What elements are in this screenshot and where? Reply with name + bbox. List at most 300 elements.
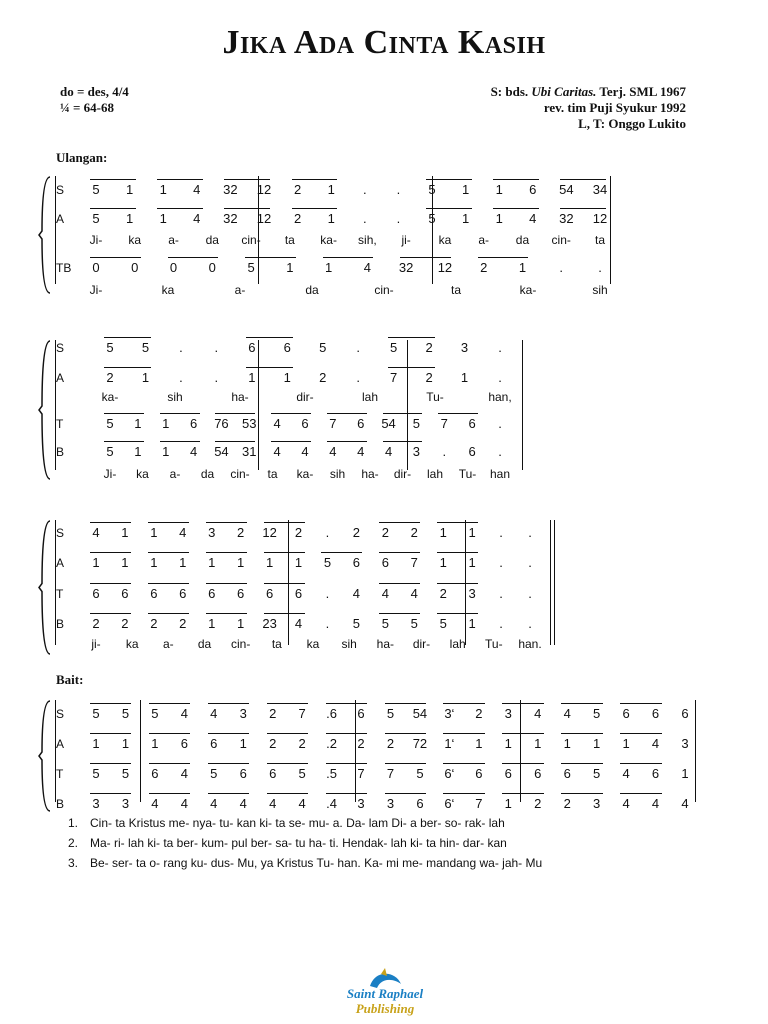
lyric-syllable: lah xyxy=(449,637,466,651)
note-beam xyxy=(264,583,305,584)
note-beam xyxy=(246,367,293,368)
note-beam xyxy=(149,793,190,794)
verse-number: 1. xyxy=(68,816,79,830)
verse-line: Be- ser- ta o- rang ku- dus- Mu, ya Kristus Tu- han. Ka- mi me- mandang wa- jah- Mu xyxy=(90,856,543,870)
note: 7 xyxy=(440,416,448,431)
note: 32 xyxy=(223,182,238,197)
note-beam xyxy=(90,208,136,209)
note: 1 xyxy=(134,416,142,431)
note: . xyxy=(498,416,502,431)
note: . xyxy=(356,340,360,355)
barline xyxy=(610,176,611,284)
verse-number: 2. xyxy=(68,836,79,850)
note: 1 xyxy=(324,260,333,275)
note: . xyxy=(396,211,401,226)
note-beam xyxy=(224,208,270,209)
note: . xyxy=(325,586,330,601)
note: 3 xyxy=(357,796,365,811)
note: 7 xyxy=(475,796,483,811)
note: 34 xyxy=(592,182,608,197)
note: 5 xyxy=(247,260,255,275)
note: 1 xyxy=(518,260,527,275)
lyric-syllable: sih xyxy=(341,637,357,651)
note-beam xyxy=(443,793,484,794)
note-beam xyxy=(160,413,200,414)
note: 54 xyxy=(381,416,396,431)
note: 6 xyxy=(121,586,129,601)
note: 1 xyxy=(439,555,447,570)
note: 4 xyxy=(298,796,306,811)
note: 1 xyxy=(460,370,469,385)
note: 1 xyxy=(495,182,503,197)
lyric-syllable: ta xyxy=(594,233,606,247)
note: 5 xyxy=(412,416,421,431)
note: 6 xyxy=(265,586,274,601)
note-beam xyxy=(561,793,602,794)
note: 5 xyxy=(390,340,398,355)
tempo-marking: ¼ = 64-68 xyxy=(60,100,114,115)
lyric-syllable: Ji- xyxy=(89,233,103,247)
lyric-syllable: dir- xyxy=(296,390,314,404)
note-beam xyxy=(245,257,296,258)
note-beam xyxy=(90,793,131,794)
part-label: S xyxy=(56,341,65,355)
note-beam xyxy=(437,552,478,553)
note: 1 xyxy=(162,444,170,459)
lyric-syllable: han xyxy=(489,467,511,481)
note: 2 xyxy=(381,525,389,540)
note: 5 xyxy=(323,555,332,570)
note: 72 xyxy=(412,736,428,751)
note: 4 xyxy=(534,706,542,721)
lyric-syllable: da xyxy=(205,233,219,247)
note: 2 xyxy=(269,736,277,751)
note: . xyxy=(559,260,564,275)
lyric-syllable: cin- xyxy=(230,637,251,651)
note: 6 xyxy=(179,586,187,601)
lyric-syllable: a- xyxy=(162,637,174,651)
note: 2 xyxy=(294,525,303,540)
note: 1 xyxy=(159,182,167,197)
note: 6 xyxy=(150,586,158,601)
note: 5 xyxy=(106,444,114,459)
note: 6 xyxy=(269,766,277,781)
note-beam xyxy=(502,703,543,704)
note: 2 xyxy=(425,370,433,385)
note: 6 xyxy=(381,555,389,570)
note: 0 xyxy=(131,260,139,275)
note-beam xyxy=(385,703,426,704)
note: 4 xyxy=(651,736,660,751)
note: 4 xyxy=(681,796,689,811)
note: 3 xyxy=(121,796,130,811)
note-beam xyxy=(561,763,602,764)
note: 6‘ xyxy=(444,766,455,781)
lyric-syllable: ka xyxy=(128,233,142,247)
note-beam xyxy=(157,208,203,209)
note-beam xyxy=(383,441,423,442)
note: 4 xyxy=(179,525,187,540)
note: 1 xyxy=(208,555,216,570)
lyric-syllable: cin- xyxy=(374,283,394,297)
note: 5 xyxy=(381,616,389,631)
note: 1 xyxy=(121,525,129,540)
note: 2 xyxy=(480,260,488,275)
note-beam xyxy=(560,208,606,209)
note: . xyxy=(396,182,401,197)
note: 7 xyxy=(386,766,395,781)
note-beam xyxy=(561,703,602,704)
lyric-syllable: sih xyxy=(329,467,346,481)
note: 6 xyxy=(651,766,660,781)
note: 54 xyxy=(559,182,574,197)
note: 6 xyxy=(283,340,291,355)
note-beam xyxy=(426,208,472,209)
note: 4 xyxy=(193,182,201,197)
note-beam xyxy=(502,763,543,764)
note-beam xyxy=(437,522,478,523)
note: 2 xyxy=(563,796,571,811)
note: 5 xyxy=(352,616,361,631)
note-beam xyxy=(327,441,367,442)
part-label: B xyxy=(56,445,65,459)
composer-credit: L, T: Onggo Lukito xyxy=(578,116,686,131)
note: 1 xyxy=(286,260,294,275)
lyric-syllable: a- xyxy=(478,233,490,247)
note-beam xyxy=(385,763,426,764)
source-title: Ubi Caritas. xyxy=(531,84,597,99)
note: 1 xyxy=(327,211,335,226)
note: 32 xyxy=(559,211,574,226)
source-prefix: S: bds. xyxy=(490,84,532,99)
note: 5 xyxy=(151,706,159,721)
note: 2 xyxy=(121,616,129,631)
note: 6 xyxy=(92,586,100,601)
note: 1 xyxy=(468,616,476,631)
note-beam xyxy=(620,793,661,794)
note-beam xyxy=(90,552,131,553)
note: . xyxy=(499,525,503,540)
note: 6 xyxy=(208,586,216,601)
lyric-syllable: ta xyxy=(284,233,295,247)
note: 1 xyxy=(92,736,100,751)
note: 2 xyxy=(386,736,395,751)
note-beam xyxy=(206,583,247,584)
note: 5 xyxy=(92,211,100,226)
note: 4 xyxy=(180,766,188,781)
note: 1 xyxy=(151,736,159,751)
logo-line1: Saint Raphael xyxy=(346,986,424,1001)
key-tempo-info xyxy=(60,84,129,116)
note: 6 xyxy=(475,766,483,781)
note: 1 xyxy=(327,182,335,197)
note: 5 xyxy=(410,616,418,631)
note: 6 xyxy=(534,766,542,781)
lyric-syllable: ka xyxy=(125,637,139,651)
part-label: B xyxy=(56,617,65,631)
note: 6 xyxy=(563,766,571,781)
lyric-syllable: ji- xyxy=(91,637,101,651)
note: 4 xyxy=(410,586,418,601)
verse-number: 3. xyxy=(68,856,79,870)
note: 1 xyxy=(563,736,571,751)
note: 2 xyxy=(179,616,187,631)
note: . xyxy=(499,586,503,601)
note: 6 xyxy=(468,416,476,431)
note: 6 xyxy=(239,766,247,781)
note: 6 xyxy=(210,736,218,751)
note: . xyxy=(214,370,219,385)
note: 5 xyxy=(593,766,601,781)
note: .6 xyxy=(326,706,338,721)
note-beam xyxy=(385,793,426,794)
note: 3 xyxy=(681,736,689,751)
note: 12 xyxy=(256,182,272,197)
note: 3 xyxy=(460,340,469,355)
note: 2 xyxy=(298,736,306,751)
note: 6 xyxy=(301,416,309,431)
note: 6 xyxy=(294,586,303,601)
note-beam xyxy=(323,257,374,258)
lyric-syllable: ka- xyxy=(320,233,337,247)
lyric-syllable: ta xyxy=(450,283,462,297)
note-beam xyxy=(385,733,426,734)
note-beam xyxy=(400,257,451,258)
note: 1 xyxy=(468,555,476,570)
note-beam xyxy=(478,257,529,258)
note: 1 xyxy=(179,555,187,570)
refrain-label: Ulangan: xyxy=(56,150,108,165)
note: 4 xyxy=(273,444,281,459)
note: 4 xyxy=(180,796,188,811)
note: . xyxy=(356,370,360,385)
lyric-syllable: ka xyxy=(306,637,320,651)
lyric-syllable: da xyxy=(515,233,530,247)
part-label: S xyxy=(56,526,65,540)
note-beam xyxy=(246,337,293,338)
note: 1 xyxy=(294,555,303,570)
note: 3 xyxy=(468,586,476,601)
note: 4 xyxy=(273,416,281,431)
lyric-syllable: sih, xyxy=(358,233,377,247)
note: . xyxy=(528,525,532,540)
part-label: S xyxy=(56,183,65,197)
note: 1 xyxy=(237,555,245,570)
note: 6 xyxy=(681,706,689,721)
note: 6 xyxy=(357,416,365,431)
lyric-syllable: Tu- xyxy=(426,390,444,404)
note: 4 xyxy=(352,586,361,601)
note: 6 xyxy=(248,340,256,355)
note: 4 xyxy=(384,444,393,459)
note-beam xyxy=(443,703,484,704)
lyric-syllable: cin- xyxy=(230,467,250,481)
note-beam xyxy=(620,763,661,764)
note: 5 xyxy=(121,706,130,721)
part-label: B xyxy=(56,797,65,811)
note: 1 xyxy=(208,616,216,631)
note: 1 xyxy=(495,211,503,226)
note-beam xyxy=(90,613,131,614)
lyric-syllable: ha- xyxy=(361,467,379,481)
note: 4 xyxy=(529,211,537,226)
lyric-syllable: han, xyxy=(488,390,512,404)
note: 6 xyxy=(468,444,476,459)
barline xyxy=(522,340,523,470)
lyric-syllable: ha- xyxy=(376,637,394,651)
note: . xyxy=(498,370,502,385)
note-beam xyxy=(104,441,144,442)
note: 4 xyxy=(92,525,100,540)
note: 1 xyxy=(159,211,167,226)
note-beam xyxy=(264,552,305,553)
note: 4 xyxy=(294,616,303,631)
note: . xyxy=(598,260,602,275)
note: 1 xyxy=(475,736,483,751)
note-beam xyxy=(148,583,189,584)
note-beam xyxy=(493,179,539,180)
note: 2 xyxy=(293,182,302,197)
note: 1 xyxy=(150,525,158,540)
note: 3 xyxy=(208,525,216,540)
note: 1 xyxy=(265,555,274,570)
note: 5 xyxy=(593,706,601,721)
note: 4 xyxy=(180,706,188,721)
note: 0 xyxy=(208,260,216,275)
barline xyxy=(554,520,555,645)
note-beam xyxy=(326,763,367,764)
note: 6 xyxy=(189,416,198,431)
note-beam xyxy=(327,413,367,414)
note: 1 xyxy=(121,555,129,570)
note-beam xyxy=(104,413,144,414)
note-beam xyxy=(206,613,247,614)
note: .4 xyxy=(326,796,338,811)
note-beam xyxy=(264,522,305,523)
note: 4 xyxy=(651,796,660,811)
note-beam xyxy=(208,733,249,734)
note: 6 xyxy=(504,766,512,781)
lyric-syllable: ka- xyxy=(101,390,119,404)
note: 1‘ xyxy=(444,736,455,751)
note-beam xyxy=(326,733,367,734)
part-label: T xyxy=(56,417,64,431)
note: 53 xyxy=(242,416,257,431)
note-beam xyxy=(437,583,478,584)
logo-line2: Publishing xyxy=(355,1001,415,1016)
note: 4 xyxy=(622,796,630,811)
note: 4 xyxy=(239,796,247,811)
note-beam xyxy=(90,257,141,258)
note: 12 xyxy=(592,211,608,226)
note: 2 xyxy=(425,340,433,355)
note: 0 xyxy=(169,260,178,275)
part-label: T xyxy=(56,767,64,781)
note: 5 xyxy=(416,766,424,781)
note: 5 xyxy=(92,706,100,721)
note-beam xyxy=(326,703,367,704)
note: 3‘ xyxy=(444,706,455,721)
note: 4 xyxy=(363,260,371,275)
note: 54 xyxy=(412,706,428,721)
note: 5 xyxy=(319,340,327,355)
lyric-syllable: Tu- xyxy=(485,637,503,651)
note: . xyxy=(498,340,502,355)
note: 1 xyxy=(248,370,256,385)
note-beam xyxy=(149,703,190,704)
note: 6 xyxy=(529,182,537,197)
note: 2 xyxy=(106,370,114,385)
note-beam xyxy=(208,703,249,704)
lyric-syllable: a- xyxy=(169,467,181,481)
lyric-syllable: lah xyxy=(426,467,444,481)
note: 3 xyxy=(504,706,512,721)
note-beam xyxy=(90,733,131,734)
barline xyxy=(258,340,259,470)
system-brace xyxy=(38,176,52,294)
lyric-syllable: ka xyxy=(161,283,175,297)
note: 4 xyxy=(329,444,337,459)
note: 2 xyxy=(357,736,365,751)
note-beam xyxy=(561,733,602,734)
note: 4 xyxy=(189,444,198,459)
note: . xyxy=(179,370,183,385)
note: 1 xyxy=(504,736,512,751)
note: 1 xyxy=(622,736,630,751)
note: 5 xyxy=(106,340,114,355)
part-label: A xyxy=(56,212,65,226)
publisher-logo xyxy=(325,968,445,1018)
part-label: A xyxy=(56,371,65,385)
note-beam xyxy=(326,793,367,794)
note-beam xyxy=(90,179,136,180)
note: 2 xyxy=(150,616,158,631)
note-beam xyxy=(224,179,270,180)
note: 6 xyxy=(180,736,188,751)
lyric-syllable: a- xyxy=(234,283,246,297)
lyric-syllable: a- xyxy=(168,233,179,247)
verse-line: Ma- ri- lah ki- ta ber- kum- pul ber- sa- tu ha- ti. Hendak- lah ki- ta hin- dar- kan xyxy=(90,836,507,850)
note: 1 xyxy=(125,211,134,226)
note: 3 xyxy=(593,796,601,811)
note: 31 xyxy=(242,444,257,459)
note: 3 xyxy=(239,706,247,721)
lyric-syllable: dir- xyxy=(393,467,412,481)
note: . xyxy=(499,555,503,570)
note: 6 xyxy=(237,586,245,601)
lyric-syllable: dir- xyxy=(412,637,431,651)
note-beam xyxy=(215,413,255,414)
note-beam xyxy=(160,441,200,442)
note: 1 xyxy=(125,182,134,197)
note: 54 xyxy=(214,444,229,459)
note: 3 xyxy=(92,796,100,811)
note: . xyxy=(528,616,532,631)
note: 4 xyxy=(193,211,201,226)
part-label: A xyxy=(56,737,65,751)
note: 7 xyxy=(410,555,418,570)
note: 1 xyxy=(121,736,130,751)
note: 5 xyxy=(386,706,395,721)
note-beam xyxy=(149,733,190,734)
note-beam xyxy=(379,522,420,523)
note-beam xyxy=(149,763,190,764)
note: 2 xyxy=(92,616,100,631)
note: 4 xyxy=(301,444,309,459)
note: 1 xyxy=(593,736,601,751)
note: 5 xyxy=(121,766,130,781)
note: 6 xyxy=(357,706,365,721)
